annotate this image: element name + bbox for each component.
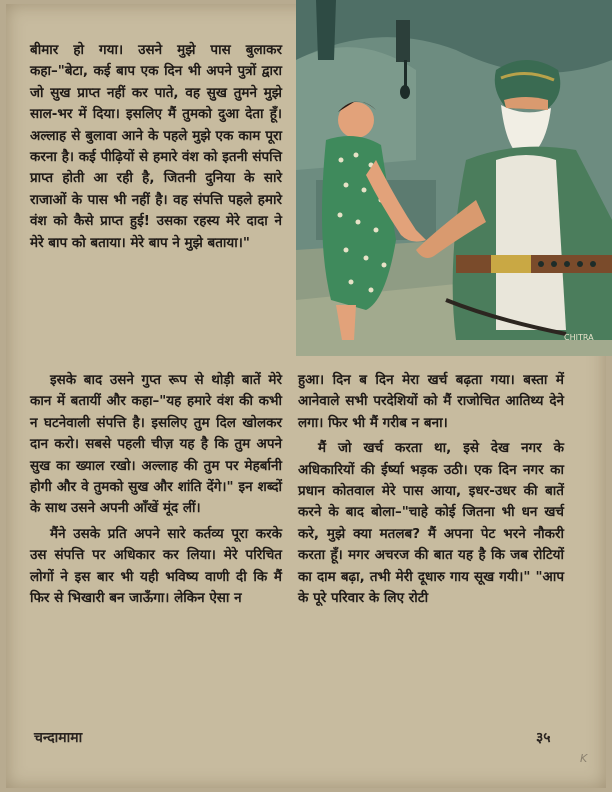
illustrator-signature: CHITRA — [564, 333, 594, 342]
text-column-left-bottom — [30, 370, 282, 609]
paragraph: बीमार हो गया। उसने मुझे पास बुलाकर कहा–"बेटा, कई बाप एक दिन भी अपने पुत्रों द्वारा जो सुख प्राप्त नहीं कर पाते, वह सुख तुमने मुझे साल-भर में दिया। इसलिए मैं तुमको दुआ देता हूँ। अल्लाह से बुलावा आने के पहले मुझे एक काम पूरा करना है। कई पीढ़ियों से हमारे वंश को इतनी संपत्ति प्राप्त होती आ रही है, जितनी दुनिया के सारे राजाओं के पास भी नहीं है। वह संपत्ति पहले हमारे वंश को कैसे प्राप्त हुई! उसका रहस्य मेरे दादा ने मेरे बाप को बताया। मेरे बाप ने मुझे बताया।" — [30, 42, 282, 251]
paragraph: हुआ। दिन ब दिन मेरा खर्च बढ़ता गया। बस्ता में आनेवाले सभी परदेशियों को मैं राजोचित आतिथ्य देने लगा। फिर भी मैं गरीब न बना। — [298, 372, 564, 431]
pencil-mark: K — [580, 752, 588, 765]
text-column-left-top — [30, 40, 282, 254]
paragraph: मैंने उसके प्रति अपने सारे कर्तव्य पूरा करके उस संपत्ति पर अधिकार कर लिया। मेरे परिचित लोगों ने इस बार भी यही भविष्य वाणी दी कि मैं फिर से भिखारी बन जाऊँगा। लेकिन ऐसा न — [30, 525, 282, 607]
text-column-right — [298, 370, 564, 609]
paragraph: इसके बाद उसने गुप्त रूप से थोड़ी बातें मेरे कान में बतायीं और कहा–"यह हमारे वंश की कभी न घटनेवाली संपत्ति है। इसलिए तुम दिल खोलकर दान करो। सबसे पहली चीज़ यह है कि तुम अपने सुख का ख्याल रखो। अल्लाह की तुम पर मेहर्बानी होगी और वे तुमको सुख और शांति देंगे।" इन शब्दों के साथ उसने अपनी आँखें मूंद लीं। — [30, 372, 282, 517]
story-illustration — [296, 0, 612, 356]
paragraph: मैं जो खर्च करता था, इसे देख नगर के अधिकारियों की ईर्ष्या भड़क उठी। एक दिन नगर का प्रधान कोतवाल मेरे पास आया, इधर-उधर की बातें करने के बाद बोला–"चाहे कोई जितना भी धन खर्च करे, मुझे क्या मतलब? मैं अपना पेट भरने नौकरी करता हूँ। मगर अचरज की बात यह है कि जब रोटियों का दाम बढ़ा, तभी मेरी दूधारु गाय सूख गयी।" "आप के पूरे परिवार के लिए रोटी — [298, 440, 564, 607]
page-number: ३५ — [536, 730, 551, 746]
magazine-name: चन्दामामा — [34, 730, 83, 746]
